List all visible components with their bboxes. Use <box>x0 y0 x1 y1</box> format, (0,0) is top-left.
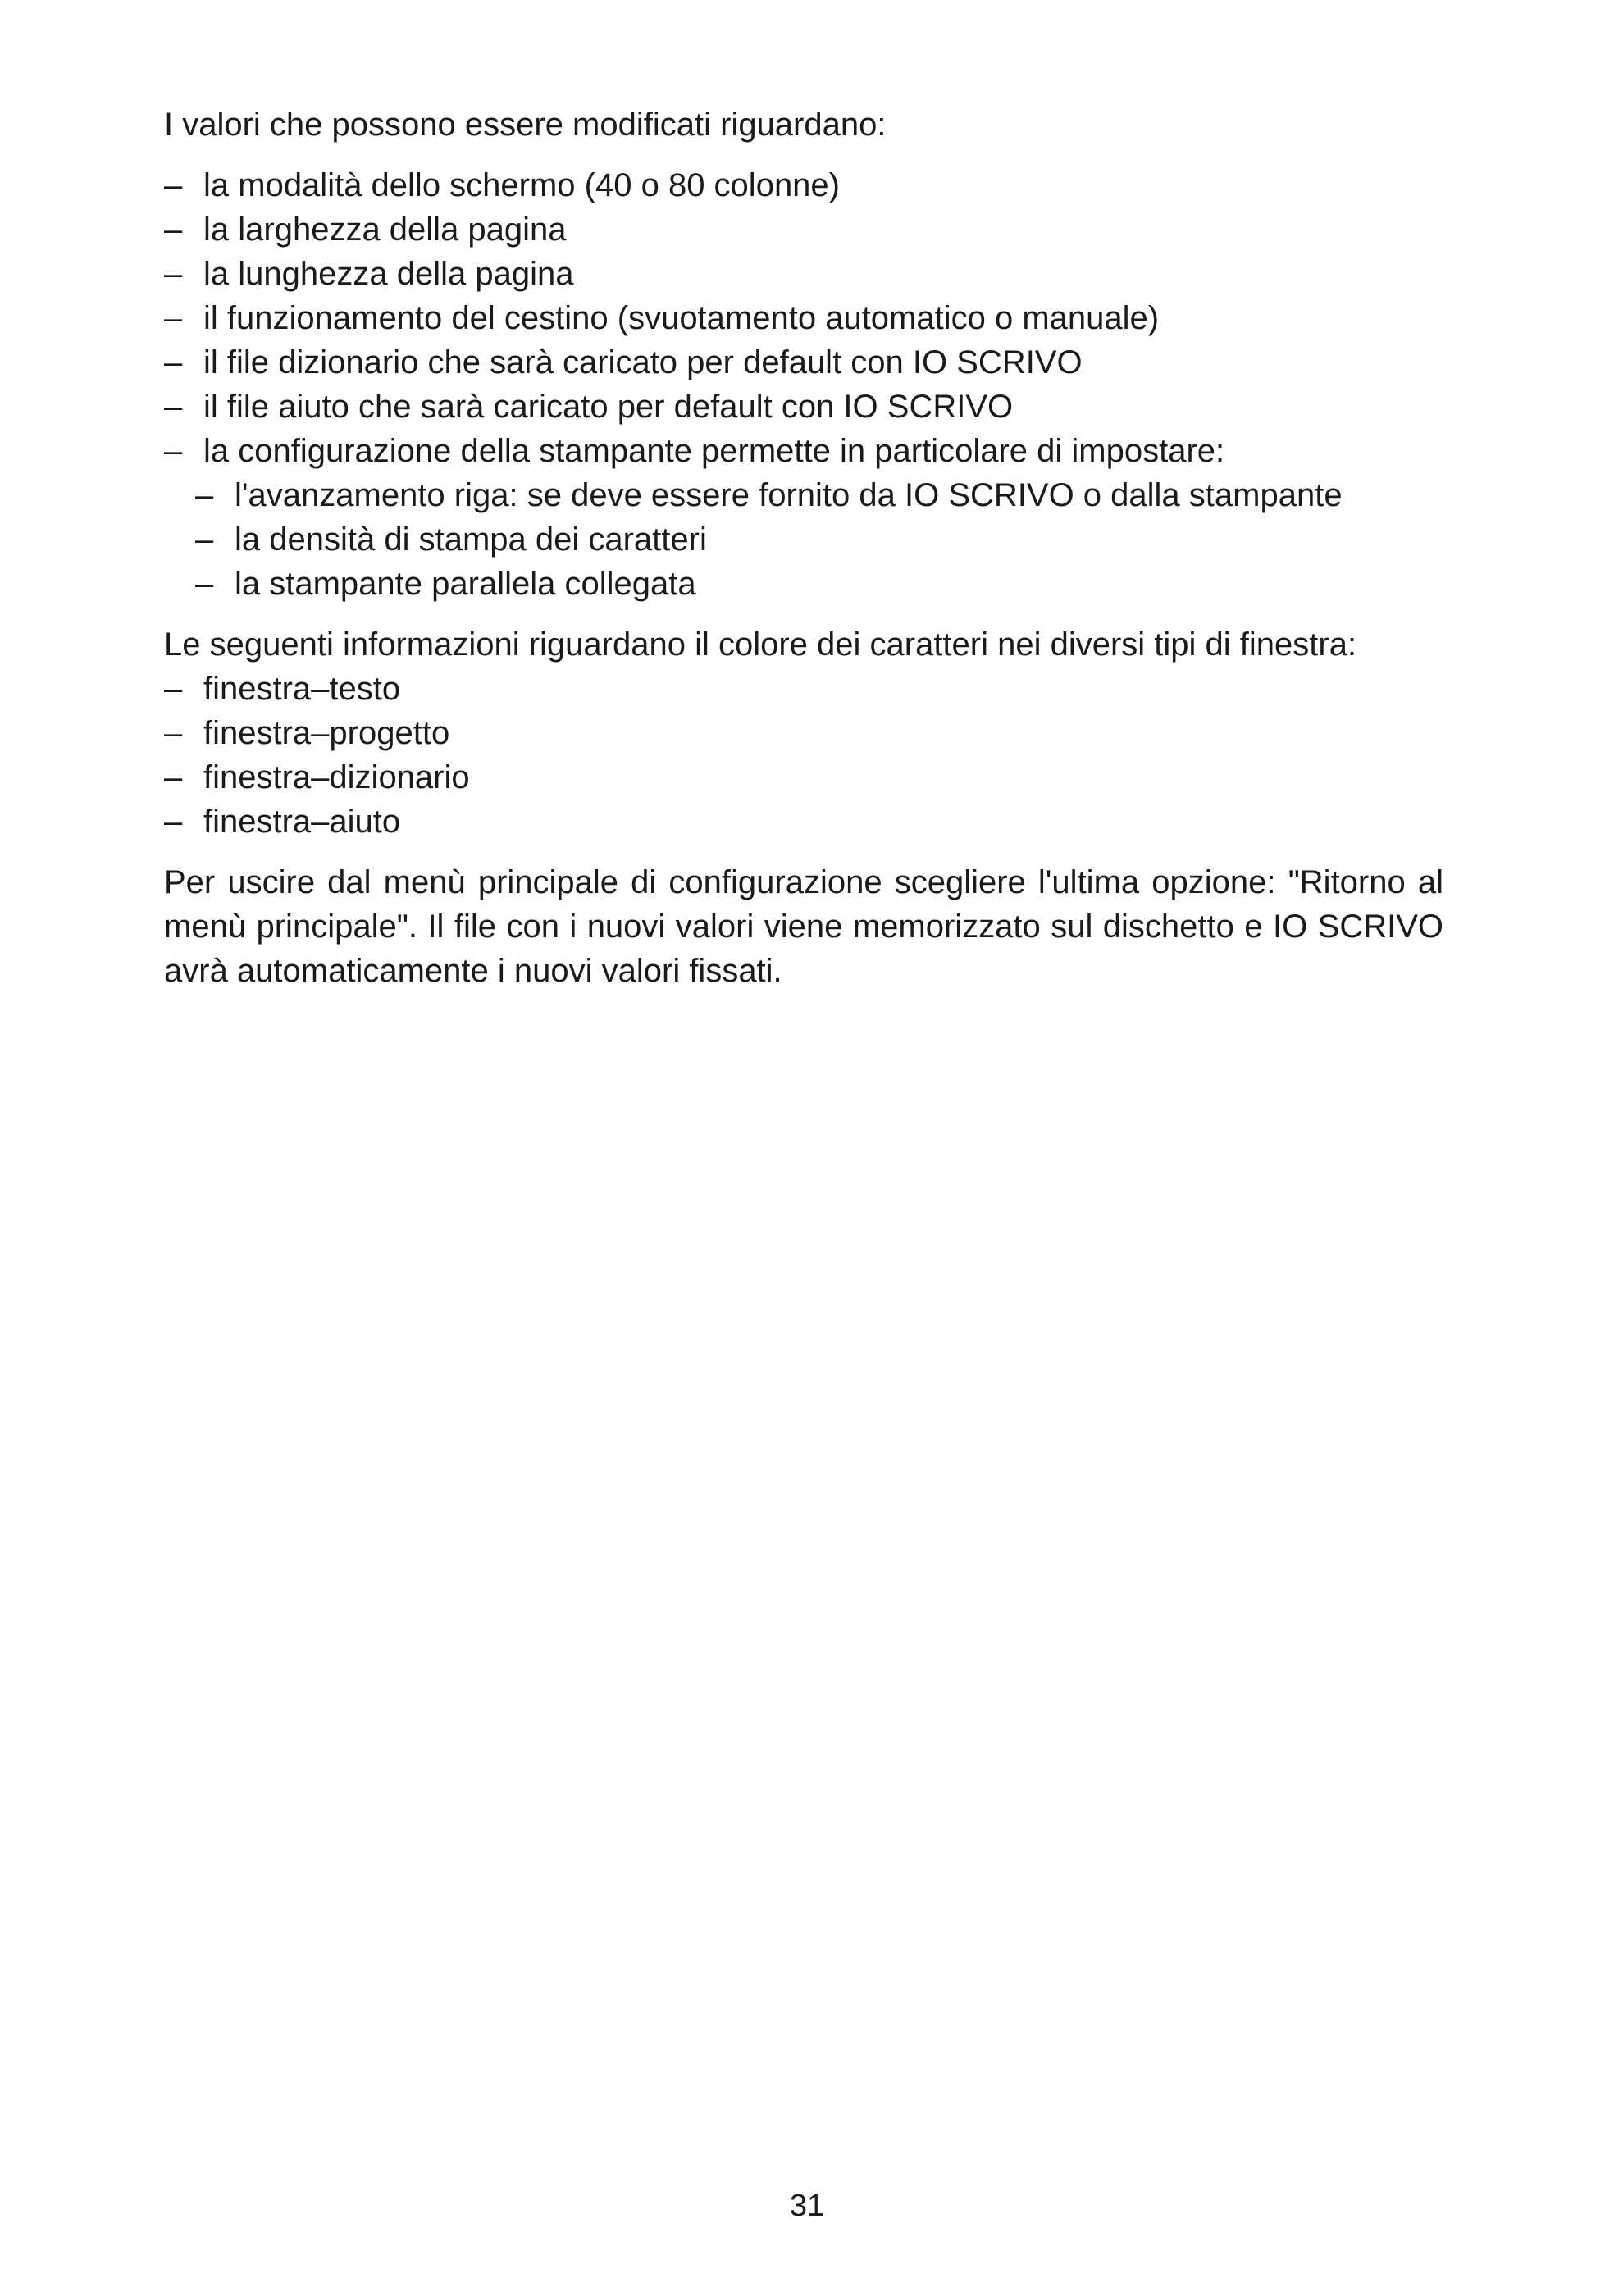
colors-intro: Le seguenti informazioni riguardano il colore dei caratteri nei diversi tipi di finestra: <box>164 626 1357 663</box>
window-types-list <box>164 667 1476 844</box>
page-body <box>164 102 1476 993</box>
list-item: – finestra–dizionario <box>164 755 1476 800</box>
closing-paragraph: Per uscire dal menù principale di configurazione scegliere l'ultima opzione: "Ritorno al menù principale". Il file con i nuovi valori viene memorizzato sul dischetto e IO SCRIVO avrà automaticamente i nuovi valori fissati. <box>164 864 1443 989</box>
sublist-item: – la densità di stampa dei caratteri <box>195 517 1476 562</box>
sublist-item: – la stampante parallela collegata <box>195 562 1476 606</box>
settings-list <box>164 163 1476 473</box>
list-item: – la larghezza della pagina <box>164 207 1476 252</box>
printer-sublist <box>164 473 1476 606</box>
list-item: – il file aiuto che sarà caricato per default con IO SCRIVO <box>164 385 1476 429</box>
page-number: 31 <box>789 2189 825 2223</box>
list-item: – finestra–testo <box>164 667 1476 711</box>
list-item: – finestra–progetto <box>164 711 1476 755</box>
list-item: – la lunghezza della pagina <box>164 252 1476 296</box>
sublist-item: – l'avanzamento riga: se deve essere fornito da IO SCRIVO o dalla stampante <box>195 473 1476 517</box>
list-item: – la configurazione della stampante permette in particolare di impostare: <box>164 429 1476 473</box>
list-item: – il file dizionario che sarà caricato per default con IO SCRIVO <box>164 340 1476 385</box>
intro-paragraph: I valori che possono essere modificati riguardano: <box>164 107 887 143</box>
list-item: – la modalità dello schermo (40 o 80 colonne) <box>164 163 1476 207</box>
list-item: – il funzionamento del cestino (svuotamento automatico o manuale) <box>164 296 1476 340</box>
list-item: – finestra–aiuto <box>164 800 1476 844</box>
colors-section <box>164 622 1476 844</box>
